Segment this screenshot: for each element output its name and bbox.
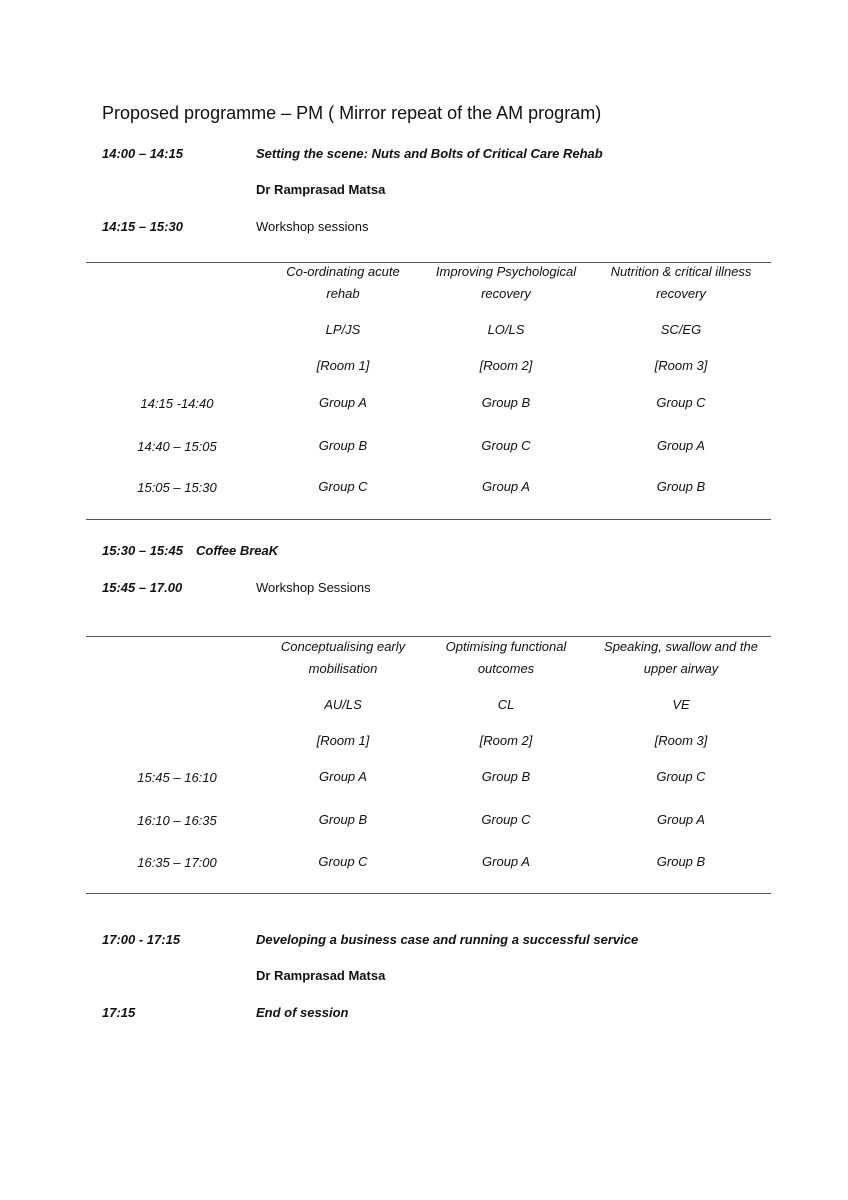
table-row-time: 16:35 – 17:00 [137, 855, 217, 870]
workshop1-topic-3: Nutrition & critical illness recovery [610, 264, 752, 301]
closing-time: 17:00 - 17:15 [102, 932, 181, 947]
table-cell-group: Group B [318, 438, 368, 453]
closing-talk-title: Developing a business case and running a successful service [256, 932, 639, 947]
end-label: End of session [256, 1005, 349, 1020]
workshop1-topic-2: Improving Psychological recovery [435, 264, 577, 301]
table-cell-group: Group C [318, 854, 368, 869]
workshop2-room-3: [Room 3] [654, 733, 708, 748]
workshop1-room-1: [Room 1] [316, 358, 370, 373]
workshop2-room-2: [Room 2] [479, 733, 533, 748]
workshop2-topic-2: Optimising functional outcomes [445, 639, 567, 676]
workshop1-room-2: [Room 2] [479, 358, 533, 373]
workshop2-label: Workshop Sessions [256, 580, 371, 595]
page-title: Proposed programme – PM ( Mirror repeat of the AM program) [102, 103, 602, 123]
workshop1-topic-1: Co-ordinating acute rehab [286, 264, 400, 301]
workshop2-lead-3: VE [672, 697, 690, 712]
workshop2-topic-1: Conceptualising early mobilisation [280, 639, 406, 676]
table2-bottom-rule [86, 893, 771, 894]
closing-speaker: Dr Ramprasad Matsa [256, 968, 386, 983]
end-time: 17:15 [102, 1005, 136, 1020]
workshop1-lead-2: LO/LS [487, 322, 525, 337]
table-cell-group: Group A [319, 769, 367, 784]
table-cell-group: Group C [481, 438, 531, 453]
table-cell-group: Group C [318, 479, 368, 494]
table-cell-group: Group C [481, 812, 531, 827]
table-cell-group: Group A [657, 812, 705, 827]
table-cell-group: Group A [319, 395, 367, 410]
table-cell-group: Group B [318, 812, 368, 827]
table-row-time: 15:05 – 15:30 [137, 480, 217, 495]
workshop2-lead-2: CL [497, 697, 515, 712]
workshop1-label: Workshop sessions [256, 219, 369, 234]
workshop1-lead-3: SC/EG [660, 322, 702, 337]
table-row-time: 14:40 – 15:05 [137, 439, 217, 454]
table-cell-group: Group B [481, 769, 531, 784]
table-row-time: 16:10 – 16:35 [137, 813, 217, 828]
workshop2-lead-1: AU/LS [324, 697, 362, 712]
table1-bottom-rule [86, 519, 771, 520]
workshop1-room-3: [Room 3] [654, 358, 708, 373]
intro-time: 14:00 – 14:15 [102, 146, 183, 161]
workshop2-topic-3: Speaking, swallow and the upper airway [604, 639, 758, 676]
table-cell-group: Group B [481, 395, 531, 410]
table-row-time: 14:15 -14:40 [140, 396, 214, 411]
table-cell-group: Group A [482, 479, 530, 494]
table-cell-group: Group C [656, 769, 706, 784]
intro-talk-title: Setting the scene: Nuts and Bolts of Critical Care Rehab [256, 146, 603, 161]
workshop2-time: 15:45 – 17.00 [102, 580, 183, 595]
coffee-label: Coffee BreaK [196, 543, 279, 558]
workshop1-time: 14:15 – 15:30 [102, 219, 183, 234]
table-cell-group: Group A [482, 854, 530, 869]
table-cell-group: Group A [657, 438, 705, 453]
coffee-time: 15:30 – 15:45 [102, 543, 183, 558]
workshop2-room-1: [Room 1] [316, 733, 370, 748]
table-cell-group: Group B [656, 854, 706, 869]
workshop1-lead-1: LP/JS [325, 322, 361, 337]
table-row-time: 15:45 – 16:10 [137, 770, 217, 785]
intro-speaker: Dr Ramprasad Matsa [256, 182, 386, 197]
table-cell-group: Group B [656, 479, 706, 494]
table-cell-group: Group C [656, 395, 706, 410]
